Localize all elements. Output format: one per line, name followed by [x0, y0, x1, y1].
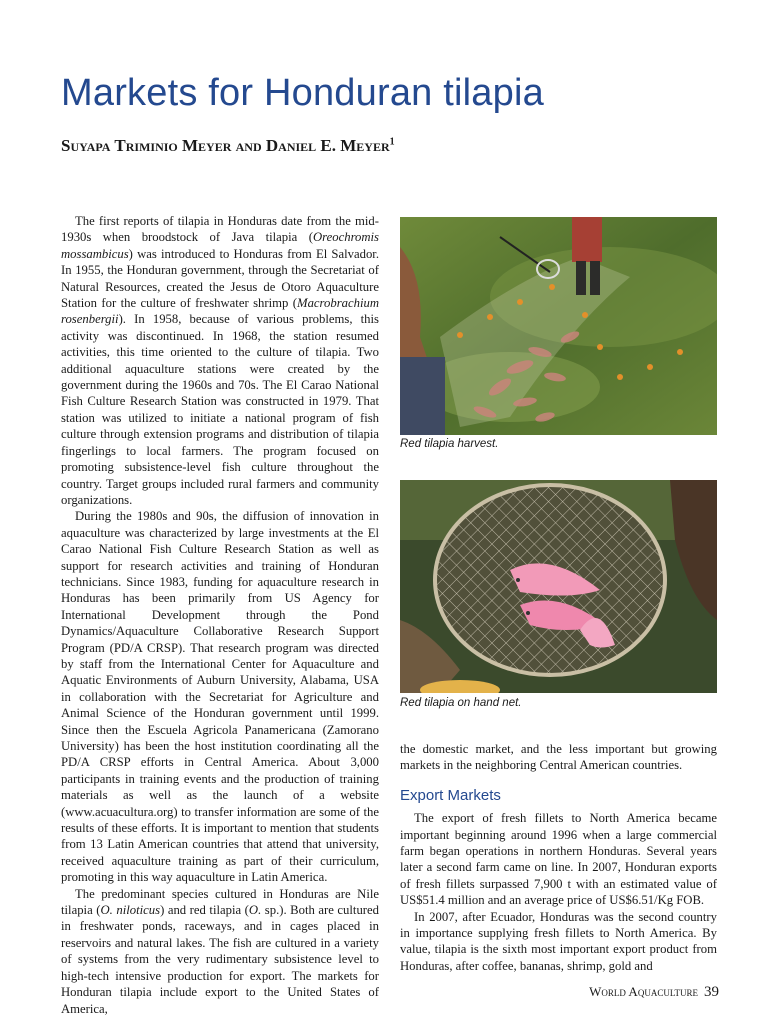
section-heading-export-markets: Export Markets	[400, 786, 501, 804]
paragraph-ecuador: In 2007, after Ecuador, Honduras was the second country in importance supplying fresh fillets to North America. By value, tilapia is the sixth most important export product from Honduras, after coffee, bananas, shrimp, gold and	[400, 909, 717, 973]
paragraph-continuation: the domestic market, and the less important but growing markets in the neighboring Central American countries.	[400, 742, 717, 773]
harvest-photo-illustration	[400, 217, 717, 435]
paragraph-species	[61, 886, 379, 1017]
page-footer	[589, 984, 719, 1001]
author-footnote-marker: 1	[389, 136, 395, 148]
text-run: ). In 1958, because of various problems, this activity was discontinued. In 1968, the station resumed activities, this time oriented to the culture of tilapia. Two additional aquaculture stations were created by the government during the 1960s and 70s. The El Carao National Fish Culture Research Station was constructed in 1979. That station was utilized to initiate a national program of fish culture through extension programs and distribution of tilapia fingerlings to local farmers. The program focused on promoting subsistence-level fish culture throughout the country. Target groups included rural farmers and community organizations.	[61, 312, 379, 507]
species-name: Macrobrachium rosenbergii	[61, 296, 379, 327]
paragraph-research-funding: During the 1980s and 90s, the diffusion of innovation in aquaculture was characterized by large investments at the El Carao National Fish Culture Research Station as well as support for research activities and training of Honduran technicians. Since 1983, funding for aquaculture research in Honduras has been primarily from US Agency for International Development through the Pond Dynamics/Aquaculture Collaborative Research Support Program (PD/A CRSP). That research program was directed by staff from the International Center for Aquaculture and Aquatic Environments of Auburn University, Alabama, USA in collaboration with the Secretariat for Agriculture and Animal Science of the Honduran government until 1999. Since then the Escuela Agricola Panamericana (Zamorano University) has been the host institution coordinating all the PD/A CRSP efforts in Central America. About 3,000 participants in training events and the production of training materials as well as the launch of a website (www.acuacultura.org) to transfer information are some of the results of these efforts. It is important to mention that students from 13 Latin American countries that attend that university, received aquaculture training as part of their curriculum, promoting in this way aquaculture in Latin America.	[61, 509, 379, 885]
species-name: O.	[248, 903, 262, 918]
red-tilapia-hand-net-photo	[400, 480, 717, 693]
photo2-caption: Red tilapia on hand net.	[400, 697, 522, 709]
red-tilapia-harvest-photo	[400, 217, 717, 435]
author-line	[61, 136, 395, 156]
left-column	[61, 213, 379, 1017]
photo1-caption: Red tilapia harvest.	[400, 438, 499, 450]
right-column	[400, 741, 717, 974]
text-run: sp.). Both are cultured in freshwater ponds, raceways, and in cages placed in reservoirs and natural lakes. The fish are cultured in a variety of systems from the very rudimentary subsistence level to high-tech intensive production for export. The markets for Honduran tilapia include export to the United States of America,	[61, 903, 379, 1016]
species-name: O. niloticus	[100, 903, 161, 918]
journal-name: World Aquaculture	[589, 984, 698, 999]
text-run: ) and red tilapia (	[160, 903, 249, 918]
page-number: 39	[704, 984, 719, 1000]
paragraph-export-fillets: The export of fresh fillets to North America became important beginning around 1996 when a large commercial farm began operations in northern Honduras. Several years later a second farm came on line. In 2007, Honduran exports of fresh fillets surpassed 7,900 t with an estimated value of US$51.4 million and an average price of US$6.51/Kg FOB.	[400, 811, 717, 908]
text-run: The predominant species cultured in Honduras are Nile tilapia (	[61, 886, 379, 918]
species-name: Oreochromis mossambicus	[61, 230, 379, 261]
hand-net-photo-illustration	[400, 480, 717, 693]
paragraph-history	[61, 213, 379, 508]
article-title: Markets for Honduran tilapia	[61, 72, 544, 114]
author-names: Suyapa Triminio Meyer and Daniel E. Meyer	[61, 136, 390, 155]
text-run: ) was introduced to Honduras from El Salvador. In 1955, the Honduran government, through the Secretariat of Natural Resources, created the Jesus de Otoro Aquaculture Station for the culture of freshwater shrimp (	[61, 246, 379, 311]
text-run: The first reports of tilapia in Honduras date from the mid-1930s when broodstock of Java tilapia (	[61, 214, 379, 245]
